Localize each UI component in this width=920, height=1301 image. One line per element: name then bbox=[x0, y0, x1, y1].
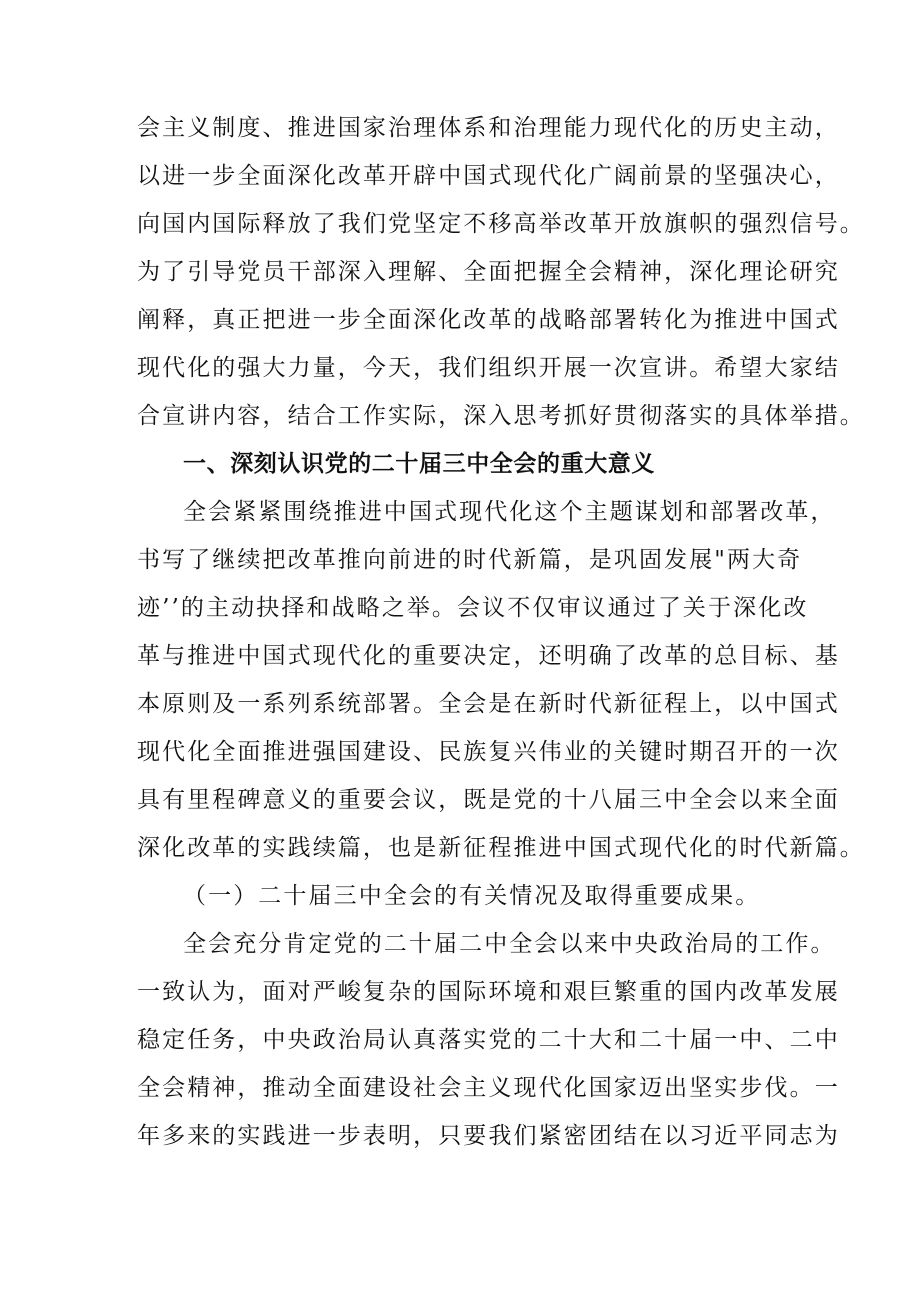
subsection-line-3: 稳定任务，中央政治局认真落实党的二十大和二十届一中、二中 bbox=[137, 1027, 840, 1053]
section-line-8: 深化改革的实践续篇，也是新征程推进中国式现代化的时代新篇。 bbox=[137, 835, 865, 861]
section-line-7: 具有里程碑意义的重要会议，既是党的十八届三中全会以来全面 bbox=[137, 787, 840, 813]
section-line-4: 革与推进中国式现代化的重要决定，还明确了改革的总目标、基 bbox=[137, 643, 840, 669]
section-line-2: 书写了继续把改革推向前进的时代新篇，是巩固发展"两大奇 bbox=[137, 547, 803, 573]
section-line-3: 迹’’的主动抉择和战略之举。会议不仅审议通过了关于深化改 bbox=[137, 595, 809, 621]
subsection-line-5: 年多来的实践进一步表明，只要我们紧密团结在以习近平同志为 bbox=[137, 1123, 840, 1149]
section-line-6: 现代化全面推进强国建设、民族复兴伟业的关键时期召开的一次 bbox=[137, 739, 840, 765]
subsection-line-2: 一致认为，面对严峻复杂的国际环境和艰巨繁重的国内改革发展 bbox=[137, 979, 840, 1005]
subsection-line-1: 全会充分肯定党的二十届二中全会以来中央政治局的工作。 bbox=[183, 931, 836, 957]
section-line-5: 本原则及一系列系统部署。全会是在新时代新征程上，以中国式 bbox=[137, 691, 840, 717]
intro-line-1: 会主义制度、推进国家治理体系和治理能力现代化的历史主动， bbox=[137, 115, 840, 141]
subsection-heading: （一）二十届三中全会的有关情况及取得重要成果。 bbox=[183, 883, 761, 909]
intro-line-6: 现代化的强大力量，今天，我们组织开展一次宣讲。希望大家结 bbox=[137, 355, 840, 381]
subsection-line-4: 全会精神，推动全面建设社会主义现代化国家迈出坚实步伐。一 bbox=[137, 1075, 840, 1101]
intro-line-4: 为了引导党员干部深入理解、全面把握全会精神，深化理论研究 bbox=[137, 259, 840, 285]
intro-line-5: 阐释，真正把进一步全面深化改革的战略部署转化为推进中国式 bbox=[137, 307, 840, 333]
intro-line-7: 合宣讲内容，结合工作实际，深入思考抓好贯彻落实的具体举措。 bbox=[137, 403, 865, 429]
intro-line-3: 向国内国际释放了我们党坚定不移高举改革开放旗帜的强烈信号。 bbox=[137, 211, 865, 237]
section-line-1: 全会紧紧围绕推进中国式现代化这个主题谋划和部署改革， bbox=[183, 499, 836, 525]
section-heading: 一、深刻认识党的二十届三中全会的重大意义 bbox=[183, 451, 655, 477]
intro-line-2: 以进一步全面深化改革开辟中国式现代化广阔前景的坚强决心， bbox=[137, 163, 840, 189]
